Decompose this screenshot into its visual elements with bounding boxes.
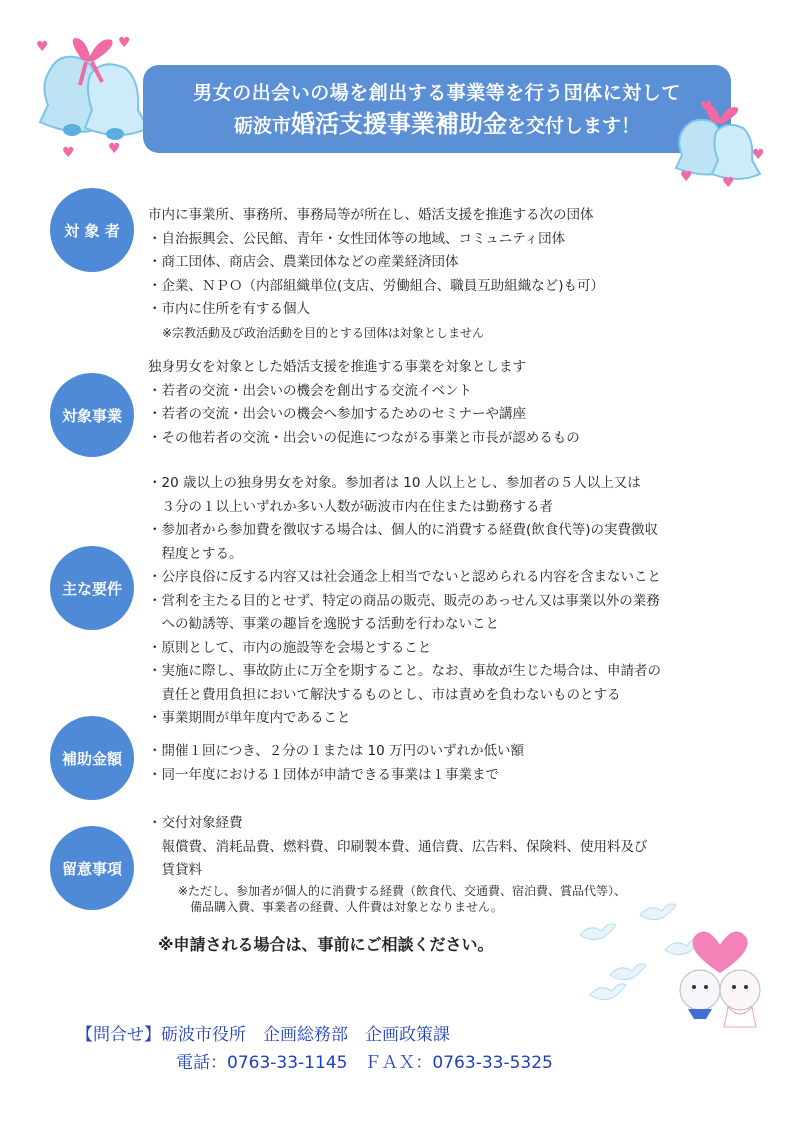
note-line: ※宗教活動及び政治活動を目的とする団体は対象としません [162,325,485,340]
banner-program-name: 婚活支援事業補助金 [291,110,507,138]
heart-icon: ♥ [108,141,121,157]
text-line: 程度とする。 [148,545,243,562]
text-line: 報償費、消耗品費、燃料費、印刷製本費、通信費、広告料、保険料、使用料及び [148,838,648,855]
text-line: ・参加者から参加費を徴収する場合は、個人的に消費する経費(飲食代等)の実費徴収 [148,522,659,538]
text-line: ・商工団体、商店会、農業団体などの産業経済団体 [148,254,459,270]
heart-icon: ♥ [36,39,49,55]
section-amount [148,740,524,787]
contact-office: 【問合せ】砺波市役所 企画総務部 企画政策課 [76,1025,450,1045]
note-line: 備品購入費、事業者の経費、人件費は対象となりません。 [178,899,503,914]
heart-icon: ♥ [722,175,735,191]
text-line: ・自治振興会、公民館、青年・女性団体等の地域、コミュニティ団体 [148,230,566,247]
text-line: ・営利を主たる目的とせず、特定の商品の販売、販売のあっせん又は事業以外の業務 [148,592,660,609]
text-line: 責任と費用負担において解決するものとし、市は責めを負わないものとする [148,686,621,703]
text-line: ・市内に住所を有する個人 [148,301,310,317]
wedding-bells-icon [30,30,160,150]
text-line: ・実施に際し、事故防止に万全を期すること。なお、事故が生じた場合は、申請者の [148,663,661,679]
text-line: ・交付対象経費 [148,815,243,831]
contact-phone-fax: 電話：0763-33-1145 ＦＡＸ：0763-33-5325 [176,1053,553,1073]
title-banner [143,65,731,153]
section-requirements [148,472,661,731]
consult-notice: ※申請される場合は、事前にご相談ください。 [158,935,494,954]
text-line: ・公序良俗に反する内容又は社会通念上相当でないと認められる内容を含まないこと [148,569,661,585]
label-requirements: 主な要件 [50,546,134,630]
text-line: 市内に事業所、事務所、事務局等が所在し、婚活支援を推進する次の団体 [148,207,594,223]
contact-info [76,1021,553,1077]
text-line: ・その他若者の交流・出会いの促進につながる事業と市長が認めるもの [148,429,580,446]
section-target [148,204,604,345]
banner-city: 砺波市 [233,115,291,137]
heart-icon: ♥ [700,99,713,115]
label-amount: 補助金額 [50,716,134,800]
heart-icon: ♥ [680,169,693,185]
text-line: ・同一年度における１団体が申請できる事業は１事業まで [148,766,499,783]
text-line: ・若者の交流・出会いの機会へ参加するためのセミナーや講座 [148,406,526,422]
text-line: ３分の１以上いずれか多い人数が砺波市内在住または勤務する者 [148,498,553,515]
label-projects: 対象事業 [50,373,134,457]
label-target: 対 象 者 [50,188,134,272]
heart-icon: ♥ [62,145,75,161]
text-line: ・原則として、市内の施設等を会場とすること [148,639,432,656]
text-line: 独身男女を対象とした婚活支援を推進する事業を対象とします [148,359,526,375]
note-line: ※ただし、参加者が個人的に消費する経費（飲食代、交通費、宿泊費、賞品代等）、 [178,883,627,898]
banner-suffix: を交付します！ [507,115,641,137]
text-line: ・20 歳以上の独身男女を対象。参加者は 10 人以上とし、参加者の５人以上又は [148,475,641,491]
text-line: ・若者の交流・出会いの機会を創出する交流イベント [148,382,472,399]
banner-line-2 [143,107,731,143]
text-line: ・事業期間が単年度内であること [148,710,351,726]
label-notes: 留意事項 [50,826,134,910]
banner-line-1: 男女の出会いの場を創出する事業等を行う団体に対して [193,82,681,104]
heart-icon: ♥ [752,147,765,163]
section-projects [148,356,580,450]
text-line: 賃貸料 [148,862,202,878]
heart-icon: ♥ [118,35,131,51]
text-line: ・開催１回につき、２分の１または 10 万円のいずれか低い額 [148,743,524,759]
text-line: への勧誘等、事業の趣旨を逸脱する活動を行わないこと [148,616,499,632]
text-line: ・企業、ＮＰＯ（内部組織単位(支店、労働組合、職員互助組織など)も可） [148,277,605,294]
doves-and-bears-illustration [570,895,770,1035]
